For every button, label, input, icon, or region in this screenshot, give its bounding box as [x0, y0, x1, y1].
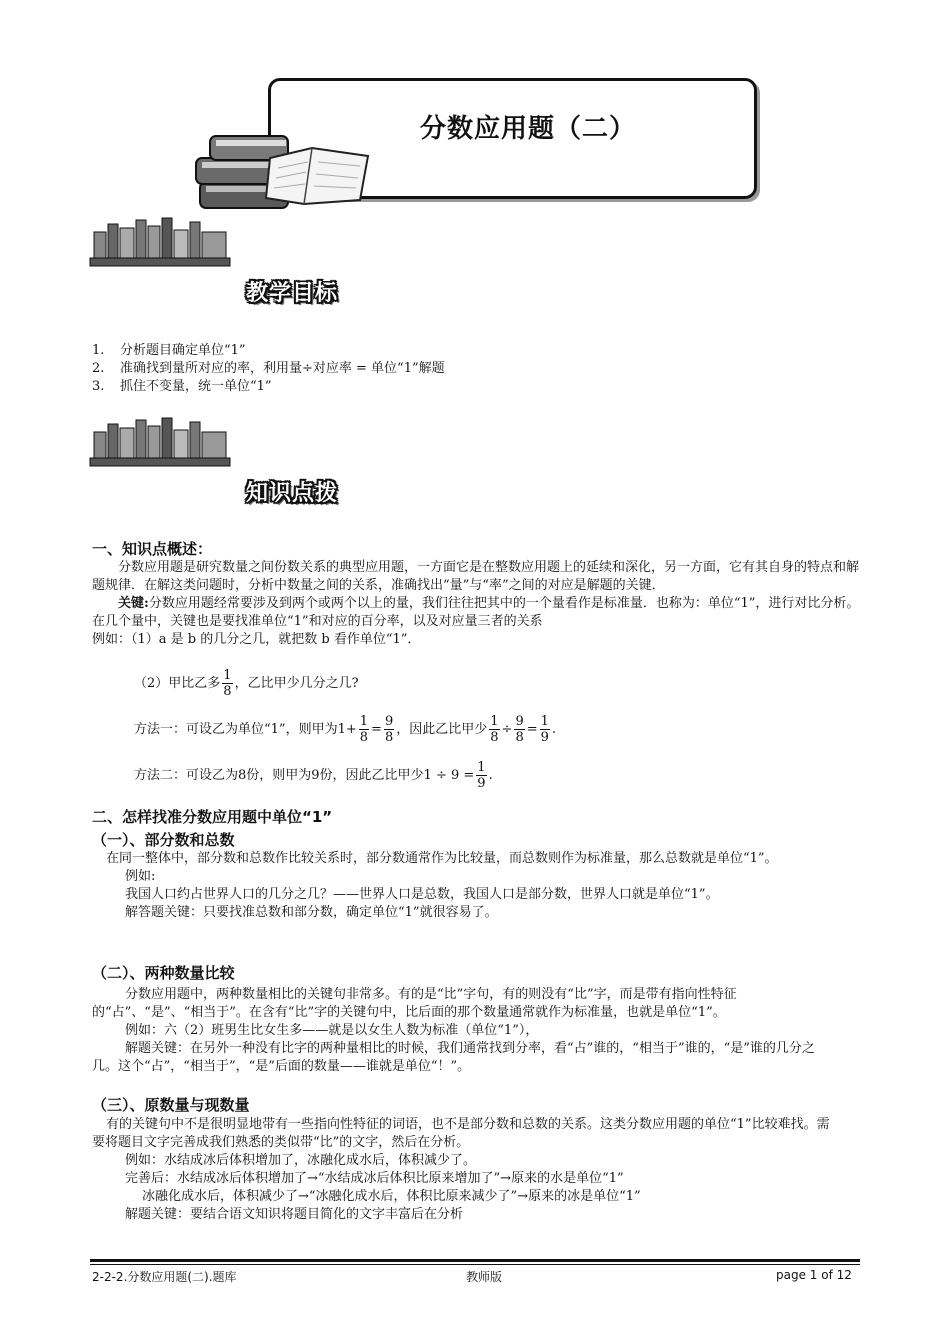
page-title: 分数应用题（二）	[420, 114, 637, 144]
sub3-title: （三）、原数量与现数量	[92, 1096, 250, 1114]
paragraph: 解答题关键：只要找准总数和部分数，确定单位“1”就很容易了。	[125, 905, 498, 920]
part1-title: 一、知识点概述：	[92, 540, 213, 558]
paragraph: 关键:分数应用题经常要涉及到两个或两个以上的量，我们往往把其中的一个量看作是标准量．也称为：单位“1”，进行对比分析。在几个量中，关键也是要找准单位“1”和对应的百分率，以及对应量三者的关系	[92, 596, 860, 629]
goal-item: 1. 分析题目确定单位“1”	[92, 343, 246, 358]
fraction: $\frac{1}{8}$	[490, 714, 499, 745]
part1-body	[92, 559, 860, 649]
example-line: 例如：（1）a 是 b 的几分之几，就把数 b 看作单位“1”．	[92, 632, 421, 647]
footer-left: 2-2-2.分数应用题(二).题库	[92, 1270, 237, 1284]
section-heading-goals: 教学目标	[246, 281, 339, 306]
method-2: 方法二：可设乙为8份，则甲为9份，因此乙比甲少1 ÷ 9 = $\frac{1}{9}$ .	[134, 760, 493, 791]
paragraph: 解题关键：要结合语文知识将题目简化的文字丰富后在分析	[125, 1207, 464, 1222]
method-1: 方法一：可设乙为单位“1”，则甲为1+ $\frac{1}{8}$ = $\frac{9}{8}$ ，因此乙比甲少 $\frac{1}{8}$ ÷ $\frac{9}{8}$ = $\frac{1}{9}$ .	[134, 714, 557, 745]
bookshelf-icon	[88, 214, 232, 270]
paragraph: 冰融化成水后，体积减少了→“冰融化成水后，体积比原来减少了”→原来的冰是单位“1”	[142, 1189, 641, 1204]
part2-title: 二、怎样找准分数应用题中单位“1”	[92, 808, 333, 826]
sub2-title: （二）、两种数量比较	[92, 964, 235, 982]
goals-list	[92, 342, 852, 396]
sub1-body	[92, 850, 832, 922]
paragraph: 在同一整体中，部分数和总数作比较关系时，部分数通常作为比较量，而总数则作为标准量，那么总数就是单位“1”。	[106, 851, 778, 866]
example-2: （2）甲比乙多 $\frac{1}{8}$ ，乙比甲少几分之几?	[134, 668, 359, 699]
sub3-body	[92, 1116, 832, 1224]
paragraph: 有的关键句中不是很明显地带有一些指向性特征的词语，也不是部分数和总数的关系。这类分数应用题的单位“1”比较难找。需要将题目文字完善成我们熟悉的类似带“比”的文字，然后在分析。	[92, 1117, 830, 1150]
paragraph: 解题关键：在另外一种没有比字的两种量相比的时候，我们通常找到分率，看“占”谁的，“相当于”谁的，“是”谁的几分之几。这个“占”，“相当于”，“是”后面的数量——谁就是单位“！”。	[92, 1041, 815, 1074]
footer-center: 教师版	[466, 1270, 503, 1284]
fraction: $\frac{1}{9}$	[477, 760, 486, 791]
footer-rule-thin	[90, 1264, 860, 1265]
paragraph: 我国人口约占世界人口的几分之几？——世界人口是总数，我国人口是部分数，世界人口就是单位“1”。	[125, 887, 719, 902]
paragraph: 分数应用题中，两种数量相比的关键句非常多。有的是“比”字句，有的则没有“比”字，而是带有指向性特征的“占”、“是”、“相当于”。在含有“比”字的关键句中，比后面的那个数量通常就作为标准量，也就是单位“1”。	[92, 987, 737, 1020]
paragraph: 完善后：水结成冰后体积增加了→“水结成冰后体积比原来增加了”→原来的水是单位“1”	[125, 1171, 624, 1186]
fraction: $\frac{9}{8}$	[515, 714, 524, 745]
sub2-body	[92, 986, 832, 1076]
sub1-title: （一）、部分数和总数	[92, 831, 235, 849]
paragraph: 例如：水结成冰后体积增加了，冰融化成水后，体积减少了。	[125, 1153, 477, 1168]
bookshelf-icon	[88, 414, 232, 470]
paragraph: 分数应用题是研究数量之间份数关系的典型应用题，一方面它是在整数应用题上的延续和深化，另一方面，它有其自身的特点和解题规律．在解这类问题时，分析中数量之间的关系，准确找出“量”与“率”之间的对应是解题的关键．	[92, 560, 860, 593]
books-illustration	[192, 128, 382, 214]
fraction: $\frac{1}{8}$	[223, 668, 232, 699]
fraction: $\frac{1}{9}$	[540, 714, 549, 745]
goal-item: 3. 抓住不变量，统一单位“1”	[92, 379, 272, 394]
footer-right: page 1 of 12	[776, 1268, 852, 1282]
fraction: $\frac{9}{8}$	[384, 714, 394, 745]
paragraph: 例如:	[125, 869, 156, 884]
fraction: $\frac{1}{8}$	[359, 714, 369, 745]
goal-item: 2. 准确找到量所对应的率，利用量÷对应率 = 单位“1”解题	[92, 361, 445, 376]
paragraph: 例如：六（2）班男生比女生多——就是以女生人数为标准（单位“1”），	[125, 1023, 539, 1038]
footer-rule	[90, 1259, 860, 1262]
section-heading-knowledge: 知识点拨	[246, 481, 339, 506]
